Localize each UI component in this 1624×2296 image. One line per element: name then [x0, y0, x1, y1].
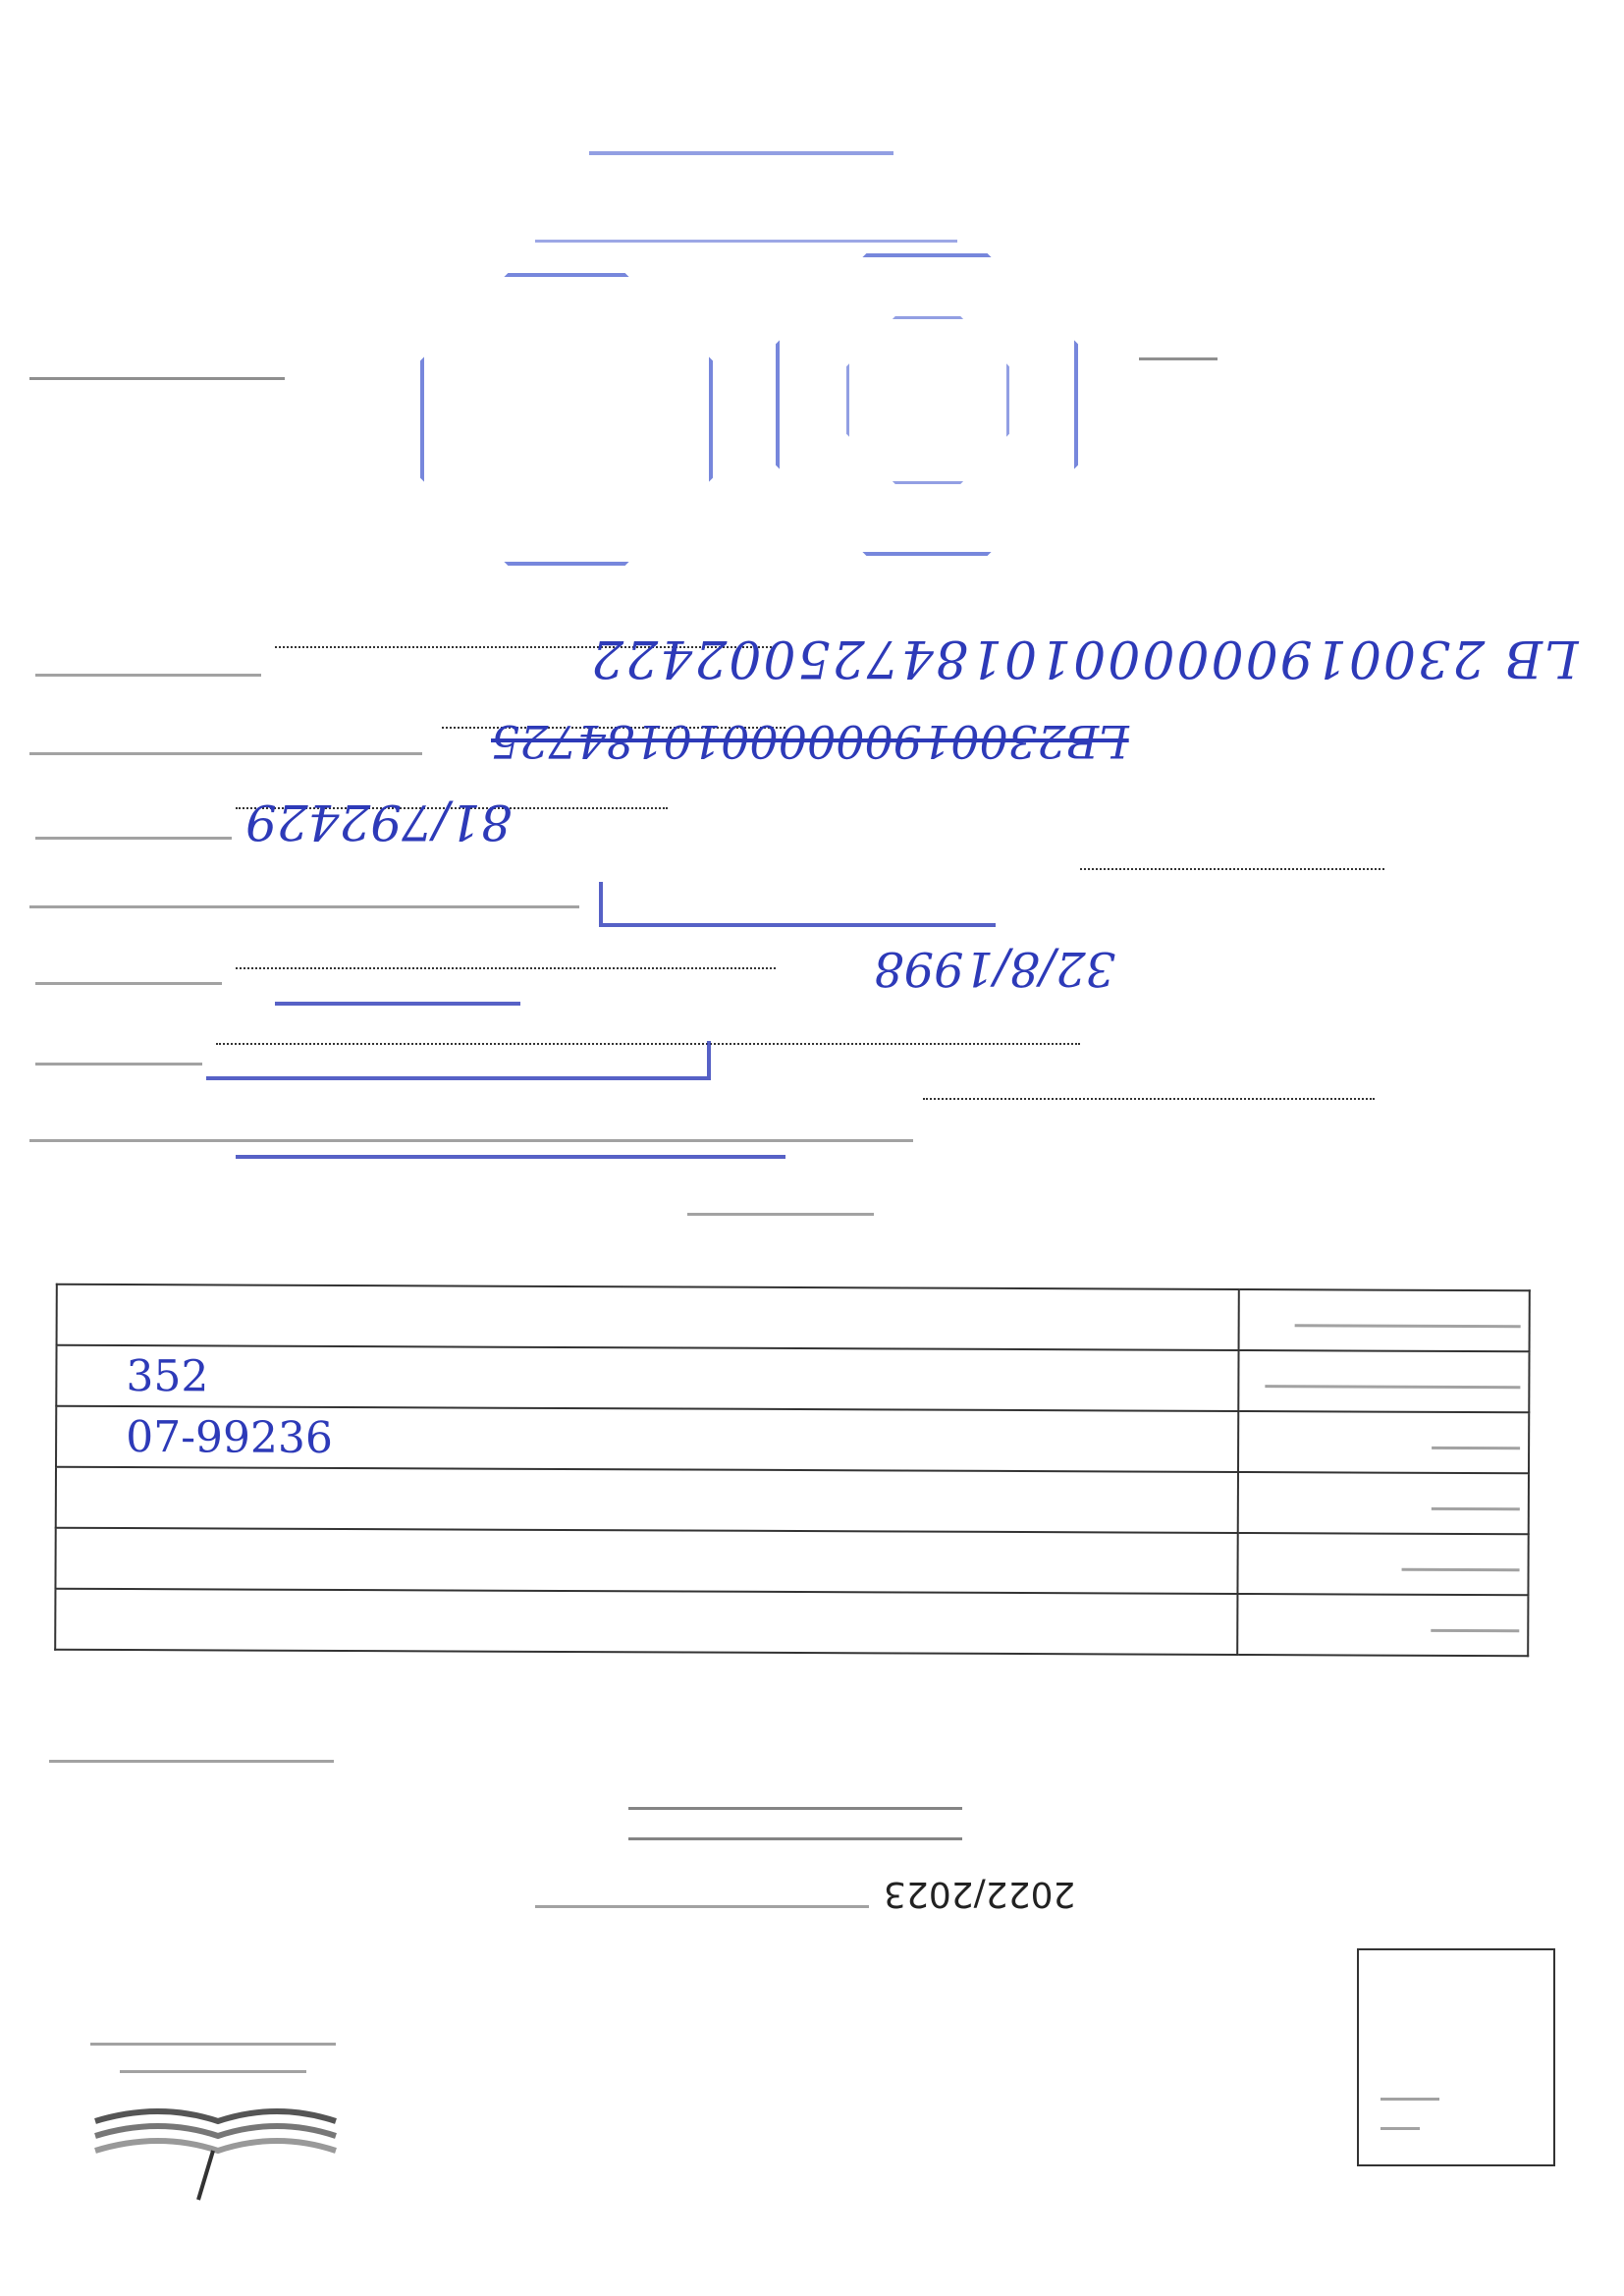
table-cell-key: [1237, 1594, 1528, 1656]
info-table: [54, 1284, 1531, 1658]
row-label-left-4: [29, 905, 579, 908]
row-label-left-3: [35, 837, 232, 840]
table-row: [56, 1345, 1529, 1413]
ref-number-handwritten: LB 23001900000010184725002422: [589, 629, 1579, 687]
table-cell-value: [57, 1285, 1239, 1350]
handwritten-name-1: [599, 882, 996, 927]
table-row: [56, 1467, 1529, 1535]
footer-label: [49, 1760, 334, 1763]
row-label-left-1: [35, 674, 261, 677]
table-cell-value: 07-99236: [56, 1406, 1238, 1472]
header-subtitle: [535, 226, 957, 243]
table-cell-key: [1238, 1350, 1529, 1412]
field-line-4: [1080, 868, 1384, 870]
header-left-label: [29, 365, 285, 380]
handwritten-name-4: [236, 1120, 785, 1159]
field-line-5: [236, 967, 776, 969]
table-row: [55, 1528, 1528, 1596]
row-label-left-6: [35, 1063, 202, 1066]
header-right-label: [1139, 346, 1218, 360]
table-row: [56, 1406, 1529, 1474]
table-cell-key: [1238, 1411, 1529, 1473]
institution-logo: [90, 2043, 346, 2200]
date-handwritten: 32/8/1998: [874, 941, 1116, 996]
phone-number-handwritten: 81/792429: [245, 793, 513, 850]
table-cell-key: [1239, 1289, 1530, 1351]
handwritten-name-2: [275, 972, 520, 1006]
table-row: [55, 1589, 1528, 1657]
footer-subtitle: [628, 1807, 962, 1840]
ref-number-struck: LB23001900000010184725: [491, 715, 1129, 768]
academic-year: 2022/2023: [884, 1874, 1076, 1914]
row-label-left-5: [35, 982, 222, 985]
row-label-left-2: [29, 752, 422, 755]
official-stamp-left: [420, 273, 713, 566]
field-line-7: [923, 1098, 1375, 1100]
table-cell-value: [55, 1528, 1237, 1594]
table-cell-value: [55, 1589, 1237, 1655]
handwritten-name-3: [206, 1041, 711, 1080]
photo-box: [1357, 1948, 1555, 2166]
table-cell-key: [1238, 1472, 1529, 1534]
header-title: [589, 130, 893, 155]
stamp-inner-octagon: [846, 316, 1009, 484]
table-row: [57, 1285, 1530, 1352]
row-label-sub: [687, 1213, 874, 1216]
table-cell-value: 352: [56, 1345, 1238, 1411]
table-cell-key: [1237, 1533, 1528, 1595]
academic-year-label: [535, 1905, 869, 1908]
table-cell-value: [56, 1467, 1238, 1533]
